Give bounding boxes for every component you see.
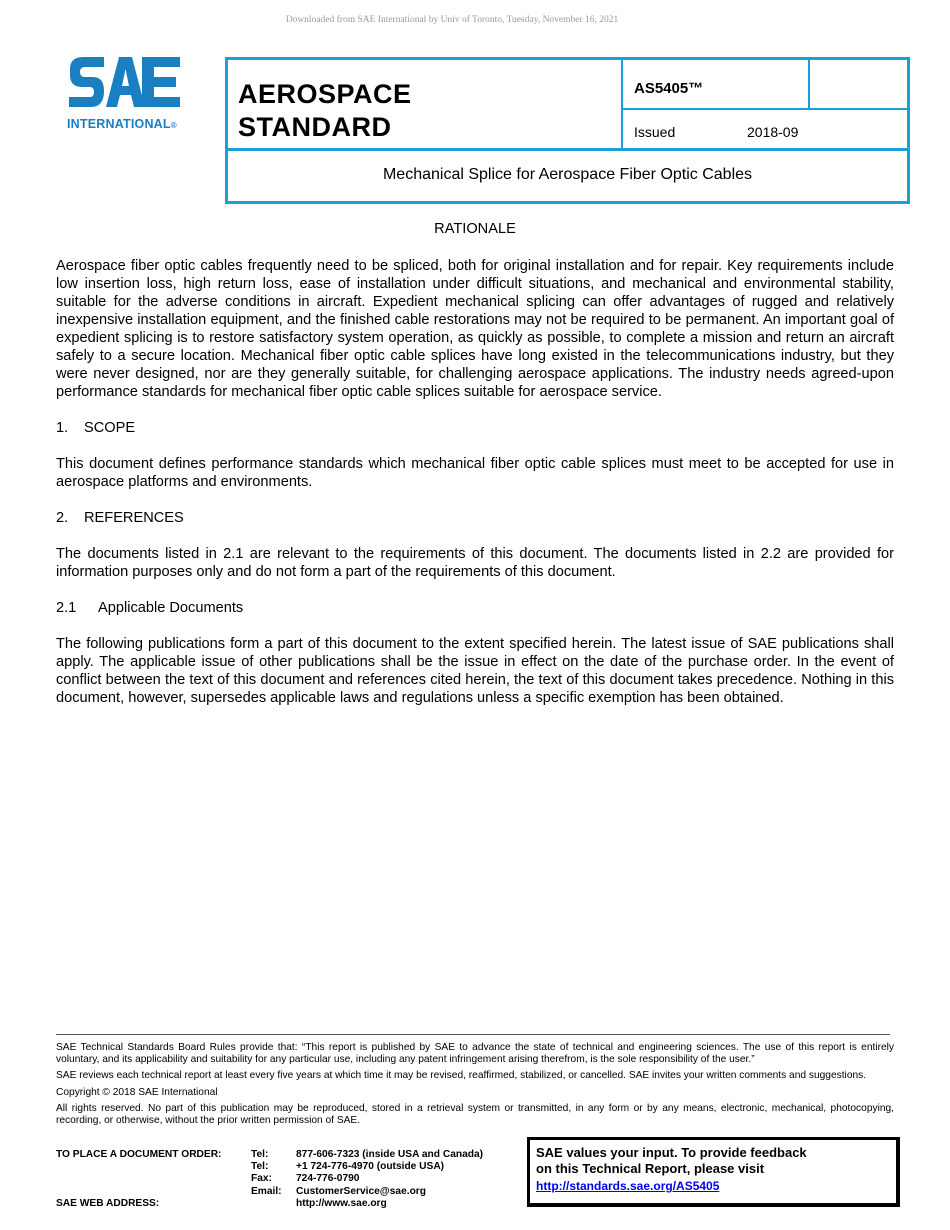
feedback-text-line1: SAE values your input. To provide feedback — [536, 1145, 807, 1160]
document-type-line1: AEROSPACE — [238, 79, 412, 109]
order-label: TO PLACE A DOCUMENT ORDER: — [56, 1149, 222, 1160]
contact-row — [251, 1173, 483, 1185]
copyright-note: Copyright © 2018 SAE International — [56, 1086, 218, 1098]
rationale-heading: RATIONALE — [434, 221, 516, 237]
contact-key: Email: — [251, 1185, 282, 1197]
board-rules-note: SAE Technical Standards Board Rules provide that: “This report is published by SAE to advance the state of technical and engineering sciences. The use of this report is entirely voluntary, and its applicability and suitability for any particular use, including any patent infringement arising therefrom, is the sole responsibility of the user.” — [56, 1042, 894, 1066]
section-number: 2. — [56, 510, 69, 526]
contact-list — [251, 1149, 483, 1210]
section-title: REFERENCES — [84, 510, 184, 526]
references-text: The documents listed in 2.1 are relevant to the requirements of this document. The documents listed in 2.2 are provided for information purposes only and do not form a part of the requirements of this document. — [56, 546, 894, 580]
section-number: 1. — [56, 420, 69, 436]
contact-value: +1 724-776-4970 (outside USA) — [296, 1161, 445, 1173]
contact-key: Fax: — [251, 1173, 272, 1185]
footer-notes — [56, 1042, 894, 1131]
sae-web-address: http://www.sae.org — [296, 1197, 387, 1209]
contact-value: 877-606-7323 (inside USA and Canada) — [296, 1149, 484, 1160]
section-heading-references — [56, 509, 894, 527]
header-divider — [808, 60, 810, 109]
contact-email: CustomerService@sae.org — [296, 1185, 426, 1197]
section-number: 2.1 — [56, 600, 77, 616]
feedback-link[interactable]: http://standards.sae.org/AS5405 — [536, 1179, 720, 1193]
contact-row — [251, 1149, 483, 1161]
logo-wordmark — [67, 117, 177, 131]
contact-key: Tel: — [251, 1149, 269, 1160]
document-body — [56, 220, 894, 725]
document-header — [225, 57, 910, 204]
contact-row — [251, 1198, 483, 1210]
applicable-documents-text: The following publications form a part of this document to the extent specified herein. The latest issue of SAE publications shall apply. The applicable issue of other publications shall be the issue in effect on the date of the purchase order. In the event of conflict between the text of this document and references cited herein, the text of this document takes precedence. Nothing in this document, however, supersedes applicable laws and regulations unless a specific exemption has been obtained. — [56, 636, 894, 706]
contact-row — [251, 1186, 483, 1198]
feedback-box — [527, 1137, 900, 1207]
section-title: SCOPE — [84, 420, 136, 436]
issued-date: 2018-09 — [747, 124, 799, 140]
registered-mark: ® — [170, 121, 177, 130]
contact-value: 724-776-0790 — [296, 1173, 360, 1185]
web-address-label: SAE WEB ADDRESS: — [56, 1198, 160, 1209]
header-divider — [621, 108, 907, 110]
review-note: SAE reviews each technical report at least every five years at which time it may be revised, reaffirmed, stabilized, or cancelled. SAE invites your written comments and suggestions. — [56, 1070, 867, 1082]
section-heading-applicable-documents — [56, 599, 894, 617]
document-type — [238, 78, 412, 144]
header-divider — [621, 60, 623, 148]
logo-subtitle: INTERNATIONAL — [67, 117, 171, 131]
rationale-text: Aerospace fiber optic cables frequently need to be spliced, both for original installation and for repair. Key requirements include low insertion loss, high return loss, ease of installation under difficult situations, and mechanical and environmental stability, suitable for the adverse conditions in aircraft. Expedient mechanical splicing can offer advantages of rugged and relatively inexpensive installation equipment, and the finished cable restorations may not be required to be permanent. An important goal of expedient splicing is to restore satisfactory system operation, as quickly as possible, to complete a mission and return an aircraft safely to a secure location. Mechanical fiber optic cable splices have long existed in the telecommunications industry, but they were never designed, nor are they generally suitable, for challenging aerospace applications. The industry needs agreed-upon performance standards for mechanical fiber optic cable splices suitable for aerospace service. — [56, 258, 894, 400]
rights-note: All rights reserved. No part of this publication may be reproduced, stored in a retrieval system or transmitted, in any form or by any means, electronic, mechanical, photocopying, recording, or otherwise, without the prior written permission of SAE. — [56, 1102, 894, 1127]
header-divider — [228, 148, 907, 151]
download-note: Downloaded from SAE International by Univ of Toronto, Tuesday, November 16, 2021 — [285, 15, 619, 25]
document-title: Mechanical Splice for Aerospace Fiber Optic Cables — [382, 166, 753, 183]
scope-text: This document defines performance standards which mechanical fiber optic cable splices must meet to be accepted for use in aerospace platforms and environments. — [56, 456, 894, 490]
contact-row — [251, 1161, 483, 1173]
footer-divider — [56, 1034, 890, 1035]
document-type-line2: STANDARD — [238, 112, 392, 142]
section-heading-scope — [56, 419, 894, 437]
section-title: Applicable Documents — [98, 600, 244, 616]
issued-label: Issued — [634, 124, 676, 140]
feedback-text-line2: on this Technical Report, please visit — [536, 1161, 765, 1176]
document-number: AS5405™ — [634, 80, 704, 97]
contact-key: Tel: — [251, 1161, 269, 1173]
